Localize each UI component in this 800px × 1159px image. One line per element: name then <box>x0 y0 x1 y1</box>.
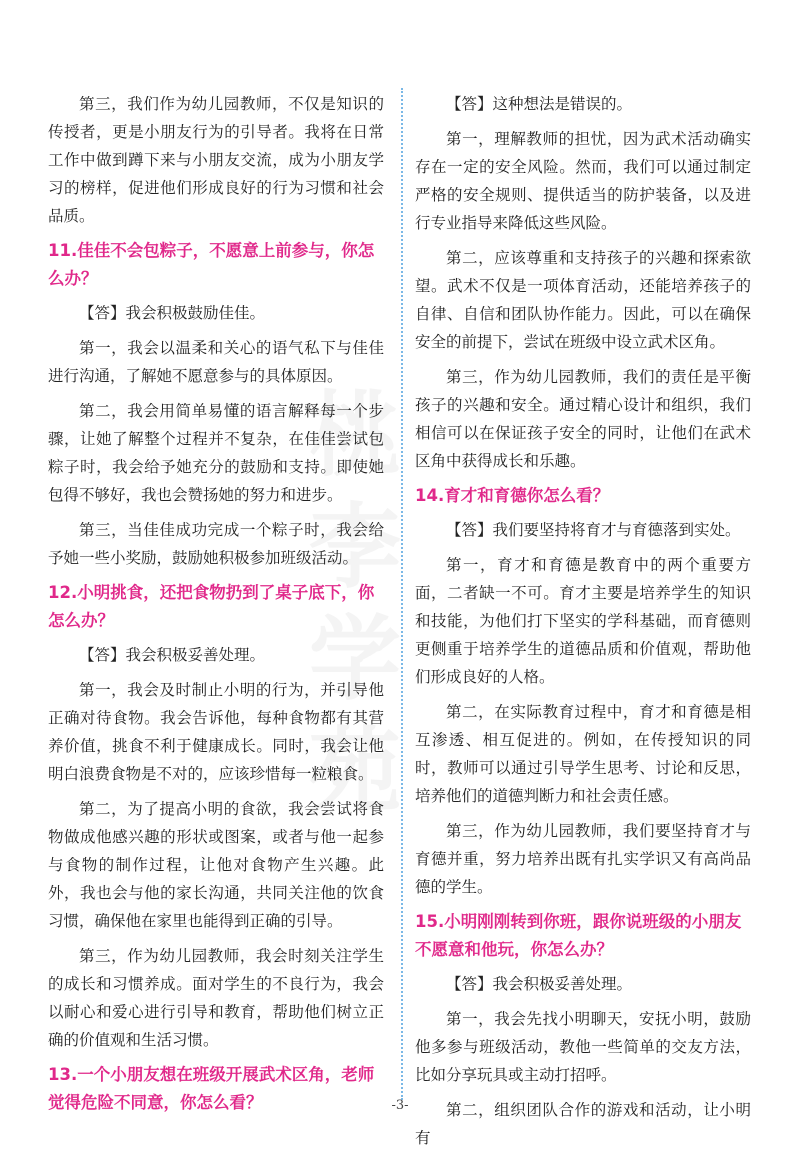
paragraph: 第三，作为幼儿园教师，我会时刻关注学生的成长和习惯养成。面对学生的不良行为，我会以耐心和爱心进行引导和教育，帮助他们树立正确的价值观和生活习惯。 <box>48 947 384 1049</box>
column-divider <box>401 88 403 1100</box>
paragraph: 第二，为了提高小明的食欲，我会尝试将食物做成他感兴趣的形状或图案，或者与他一起参与食物的制作过程，让他对食物产生兴趣。此外，我也会与他的家长沟通，共同关注他的饮食习惯，确保他在家里也能得到正确的引导。 <box>48 800 384 930</box>
paragraph: 【答】我会积极鼓励佳佳。 <box>79 304 266 322</box>
watermark: 桃李学苑 <box>308 382 401 825</box>
paragraph: 第二，我会用简单易懂的语言解释每一个步骤，让她了解整个过程并不复杂，在佳佳尝试包粽子时，我会给予她充分的鼓励和支持。即使她包得不够好，我也会赞扬她的努力和进步。 <box>48 402 384 504</box>
paragraph: 第三，作为幼儿园教师，我们要坚持育才与育德并重，努力培养出既有扎实学识又有高尚品德的学生。 <box>415 822 751 896</box>
question-heading: 11.佳佳不会包粽子，不愿意上前参与，你怎么办？ <box>48 241 375 288</box>
paragraph: 第一，我会先找小明聊天，安抚小明，鼓励他多参与班级活动，教他一些简单的交友方法，比如分享玩具或主动打招呼。 <box>415 1010 751 1084</box>
paragraph: 第三，当佳佳成功完成一个粽子时，我会给予她一些小奖励，鼓励她积极参加班级活动。 <box>48 521 384 567</box>
question-heading: 14.育才和育德你怎么看？ <box>415 486 610 505</box>
page-number: -3- <box>391 1098 409 1113</box>
paragraph: 第二，应该尊重和支持孩子的兴趣和探索欲望。武术不仅是一项体育活动，还能培养孩子的自律、自信和团队协作能力。因此，可以在确保安全的前提下，尝试在班级中设立武术区角。 <box>415 249 751 351</box>
right-column <box>415 90 751 1159</box>
paragraph: 第一，我会及时制止小明的行为，并引导他正确对待食物。我会告诉他，每种食物都有其营养价值，挑食不利于健康成长。同时，我会让他明白浪费食物是不对的，应该珍惜每一粒粮食。 <box>48 681 384 783</box>
paragraph: 第一，我会以温柔和关心的语气私下与佳佳进行沟通，了解她不愿意参与的具体原因。 <box>48 339 384 385</box>
question-heading: 12.小明挑食，还把食物扔到了桌子底下，你怎么办？ <box>48 583 375 630</box>
question-heading: 15.小明刚刚转到你班，跟你说班级的小朋友不愿意和他玩，你怎么办？ <box>415 912 742 959</box>
paragraph: 第三，我们作为幼儿园教师，不仅是知识的传授者，更是小朋友行为的引导者。我将在日常工作中做到蹲下来与小朋友交流，成为小朋友学习的榜样，促进他们形成良好的行为习惯和社会品质。 <box>48 95 384 225</box>
paragraph: 【答】我会积极妥善处理。 <box>446 975 633 993</box>
paragraph: 【答】我们要坚持将育才与育德落到实处。 <box>446 521 741 539</box>
question-heading: 13.一个小朋友想在班级开展武术区角，老师觉得危险不同意，你怎么看？ <box>48 1065 375 1112</box>
paragraph: 第二，组织团队合作的游戏和活动，让小明有 <box>415 1101 751 1147</box>
paragraph: 第三，作为幼儿园教师，我们的责任是平衡孩子的兴趣和安全。通过精心设计和组织，我们相信可以在保证孩子安全的同时，让他们在武术区角中获得成长和乐趣。 <box>415 368 751 470</box>
paragraph: 第二，在实际教育过程中，育才和育德是相互渗透、相互促进的。例如，在传授知识的同时，教师可以通过引导学生思考、讨论和反思，培养他们的道德判断力和社会责任感。 <box>415 703 751 805</box>
paragraph: 第一，育才和育德是教育中的两个重要方面，二者缺一不可。育才主要是培养学生的知识和技能，为他们打下坚实的学科基础，而育德则更侧重于培养学生的道德品质和价值观，帮助他们形成良好的人格。 <box>415 556 751 686</box>
paragraph: 【答】我会积极妥善处理。 <box>79 646 266 664</box>
left-column <box>48 90 384 1123</box>
paragraph: 【答】这种想法是错误的。 <box>446 95 633 113</box>
paragraph: 第一，理解教师的担忧，因为武术活动确实存在一定的安全风险。然而，我们可以通过制定严格的安全规则、提供适当的防护装备，以及进行专业指导来降低这些风险。 <box>415 130 751 232</box>
